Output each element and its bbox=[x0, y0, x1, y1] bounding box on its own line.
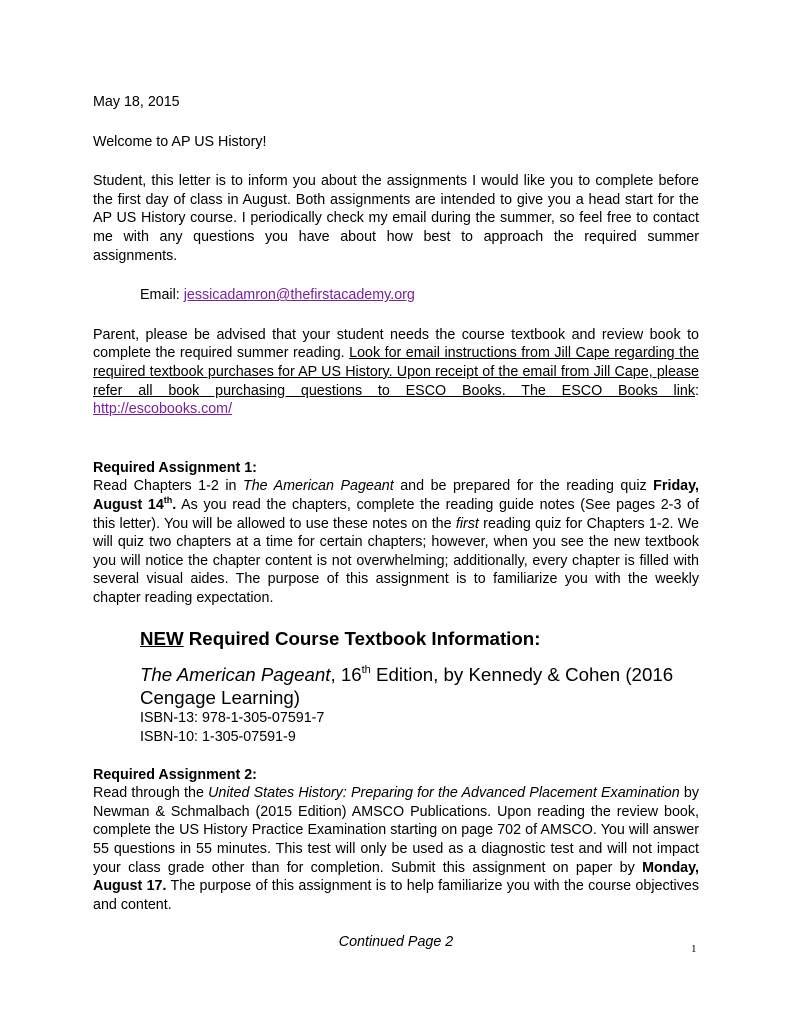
assignment1-text-3: As you read the chapters, complete the reading guide notes (See pages 2-3 of this letter). You will be allowed to use these notes on the bbox=[93, 496, 699, 532]
letter-date: May 18, 2015 bbox=[93, 94, 180, 110]
assignment2-heading: Required Assignment 2: bbox=[93, 766, 257, 783]
parent-underlined-text: Look for email instructions from Jill Cape regarding the required textbook purchases for AP US History. Upon receipt of the email from Jill Cape, please refer all book purchasing questions to ESCO Books. The ESCO Books link bbox=[93, 345, 699, 399]
assignment2-due-date: Monday, August 17. bbox=[93, 859, 699, 895]
parent-colon: : bbox=[695, 382, 699, 399]
textbook-heading-text: Required Course Textbook Information: bbox=[183, 628, 541, 650]
textbook-title-line bbox=[140, 663, 699, 709]
textbook-title: The American Pageant bbox=[140, 664, 331, 686]
letter-body bbox=[93, 93, 699, 952]
assignment2-text-1: Read through the bbox=[93, 785, 209, 802]
assignment1-due-sup: th bbox=[163, 494, 173, 505]
email-label: Email: bbox=[140, 287, 184, 304]
assignment2-book-title: United States History: Preparing for the Advanced Placement Examination bbox=[208, 785, 680, 802]
email-link[interactable]: jessicadamron@thefirstacademy.org bbox=[183, 287, 415, 304]
assignment1-text-4: reading quiz for Chapters 1-2. We will quiz two chapters at a time for certain chapters; however, when you see the new textbook you will notice the chapter content is not overwhelming; additionally, every chapter is filled with several visual aides. The purpose of this assignment is to familiarize you with the weekly chapter reading expectation. bbox=[93, 515, 699, 606]
continued-note: Continued Page 2 bbox=[338, 934, 454, 951]
assignment1-due-text: Friday, August 14 bbox=[93, 478, 699, 513]
assignment1-paragraph bbox=[93, 477, 699, 607]
parent-text: Parent, please be advised that your student needs the course textbook and review book to complete the required summer reading. bbox=[93, 326, 699, 362]
assignment1-text-2: and be prepared for the reading quiz bbox=[393, 478, 654, 495]
textbook-edition-sup: th bbox=[361, 664, 371, 677]
isbn-10: ISBN-10: 1-305-07591-9 bbox=[140, 729, 296, 746]
email-line bbox=[140, 286, 699, 305]
parent-paragraph bbox=[93, 326, 699, 419]
textbook-new-word: NEW bbox=[140, 628, 184, 650]
textbook-edition-pre: , 16 bbox=[330, 664, 362, 686]
textbook-heading bbox=[140, 627, 699, 651]
intro-paragraph: Student, this letter is to inform you about the assignments I would like you to complete before the first day of class in August. Both assignments are intended to give you a head start for the AP US History course. I periodically check my email during the summer, so feel free to contact me with any questions you have about how best to approach the required summer assignments. bbox=[93, 173, 699, 264]
assignment1-text-1: Read Chapters 1-2 in bbox=[93, 478, 243, 495]
assignment1-heading: Required Assignment 1: bbox=[93, 459, 257, 476]
assignment2-text-3: The purpose of this assignment is to help familiarize you with the course objectives and content. bbox=[93, 878, 699, 913]
assignment1-first-word: first bbox=[455, 515, 479, 532]
assignment1-book-title: The American Pageant bbox=[242, 478, 394, 495]
esco-books-link[interactable]: http://escobooks.com/ bbox=[93, 401, 233, 418]
page-number: 1 bbox=[691, 943, 697, 955]
assignment2-text-2: by Newman & Schmalbach (2015 Edition) AMSCO Publications. Upon reading the review book, complete the US History Practice Examination starting on page 702 of AMSCO. You will answer 55 questions in 55 minutes. This test will only be used as a diagnostic test and will not impact your class grade other than for completion. Submit this assignment on paper by bbox=[93, 785, 699, 876]
isbn-13: ISBN-13: 978-1-305-07591-7 bbox=[140, 710, 325, 727]
textbook-edition-rest: Edition, by Kennedy & Cohen (2016 Cengage Learning) bbox=[140, 664, 674, 709]
assignment1-due-end: . bbox=[172, 496, 177, 513]
welcome-line: Welcome to AP US History! bbox=[93, 133, 267, 150]
assignment2-paragraph bbox=[93, 784, 699, 914]
